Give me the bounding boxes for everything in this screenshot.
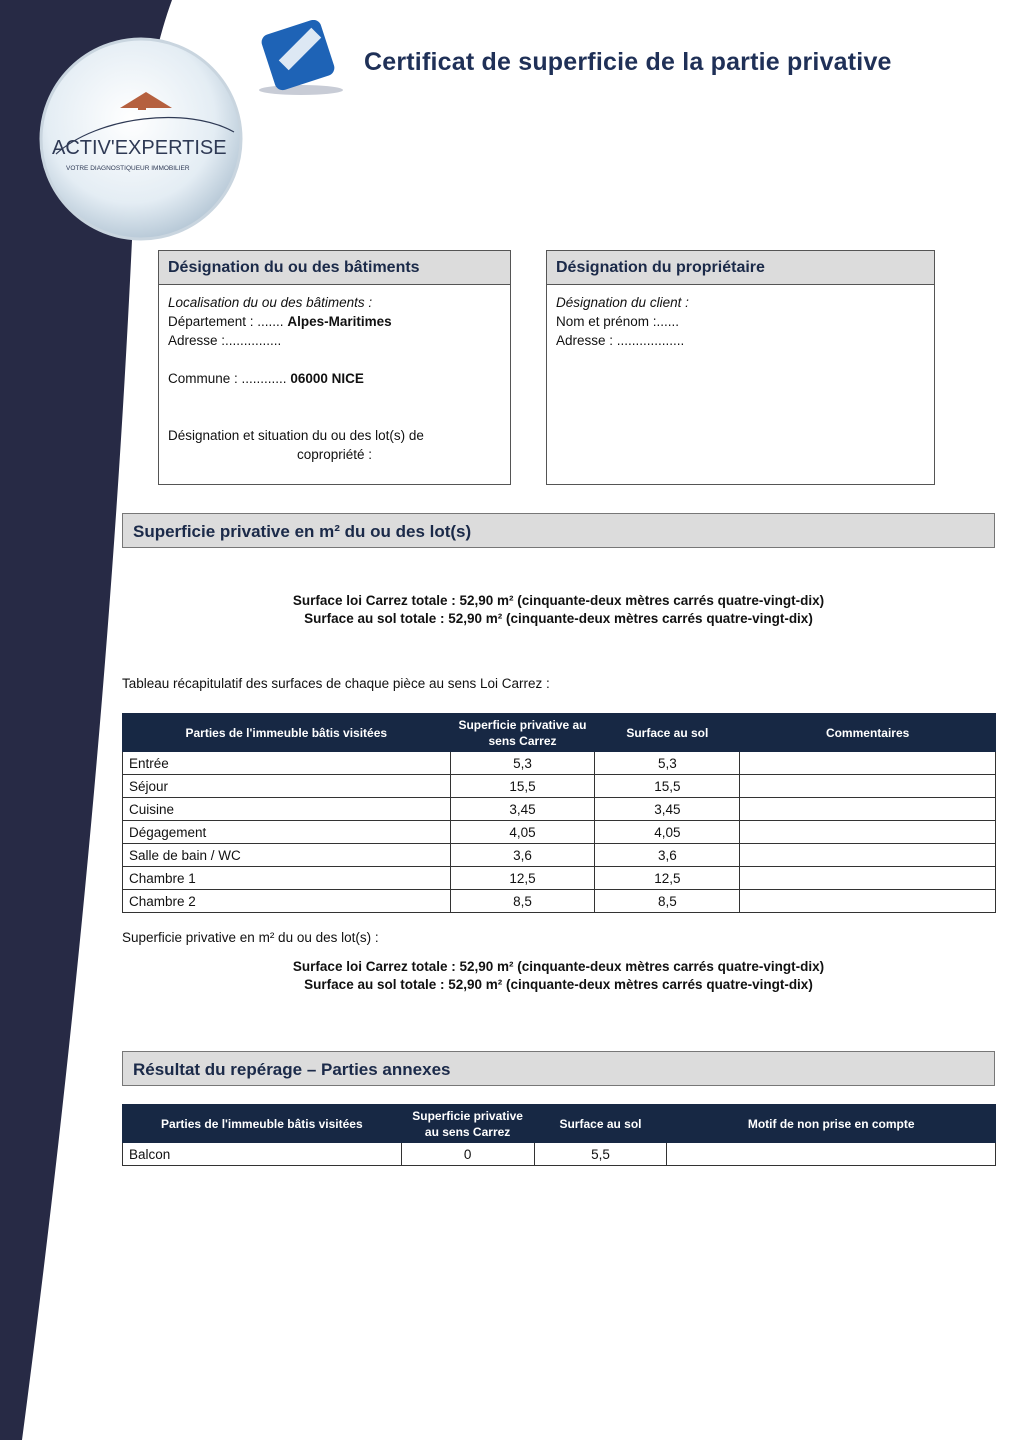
carrez-total-2: Surface loi Carrez totale : 52,90 m² (cinquante-deux mètres carrés quatre-vingt-dix) bbox=[292, 959, 825, 974]
table-row-cell: 4,05 bbox=[595, 821, 740, 844]
table-row-cell: 8,5 bbox=[450, 890, 595, 913]
table-row-cell: Chambre 1 bbox=[123, 867, 451, 890]
annex-col-header-parties: Parties de l'immeuble bâtis visitées bbox=[123, 1105, 402, 1143]
table-row-cell: 8,5 bbox=[595, 890, 740, 913]
owner-box bbox=[546, 250, 935, 485]
logo-brand-text: ACTIV'EXPERTISE bbox=[52, 137, 227, 159]
departement-line bbox=[168, 312, 501, 331]
table-row bbox=[123, 821, 996, 844]
table-row bbox=[123, 775, 996, 798]
buildings-heading: Désignation du ou des bâtiments bbox=[159, 251, 510, 285]
col-header-parties: Parties de l'immeuble bâtis visitées bbox=[123, 714, 451, 752]
commune-value: 06000 NICE bbox=[290, 371, 364, 386]
ruler-document-icon bbox=[255, 20, 351, 98]
table-row-cell: 15,5 bbox=[595, 775, 740, 798]
table-row-cell: 4,05 bbox=[450, 821, 595, 844]
table-row-cell: 3,45 bbox=[595, 798, 740, 821]
departement-value: Alpes-Maritimes bbox=[287, 314, 392, 329]
annex-table-row-cell: Balcon bbox=[123, 1143, 402, 1166]
annex-table-row-cell: 0 bbox=[401, 1143, 534, 1166]
owner-heading: Désignation du propriétaire bbox=[547, 251, 934, 285]
table-row-cell: Salle de bain / WC bbox=[123, 844, 451, 867]
col-header-sol: Surface au sol bbox=[595, 714, 740, 752]
page-title: Certificat de superficie de la partie privative bbox=[364, 48, 892, 76]
lots-label-2: copropriété : bbox=[296, 447, 373, 462]
table-intro: Tableau récapitulatif des surfaces de chaque pièce au sens Loi Carrez : bbox=[122, 676, 550, 691]
sol-total-2: Surface au sol totale : 52,90 m² (cinquante-deux mètres carrés quatre-vingt-dix) bbox=[304, 977, 813, 992]
client-label: Désignation du client : bbox=[556, 295, 689, 310]
table-row-cell: Entrée bbox=[123, 752, 451, 775]
logo-tagline-text: VOTRE DIAGNOSTIQUEUR IMMOBILIER bbox=[66, 165, 190, 172]
superficie-section-heading: Superficie privative en m² du ou des lot(s) bbox=[122, 513, 995, 548]
annex-table-row-cell: 5,5 bbox=[534, 1143, 667, 1166]
adresse-line: Adresse :............... bbox=[168, 333, 282, 348]
table-row-cell: 15,5 bbox=[450, 775, 595, 798]
commune-label: Commune : ............ bbox=[168, 371, 287, 386]
table-row-cell: 3,6 bbox=[450, 844, 595, 867]
table-row-cell: 12,5 bbox=[595, 867, 740, 890]
table-row-cell: Cuisine bbox=[123, 798, 451, 821]
table-row bbox=[123, 798, 996, 821]
annexes-section-heading: Résultat du repérage – Parties annexes bbox=[122, 1051, 995, 1086]
table-row-cell: 5,3 bbox=[450, 752, 595, 775]
annex-table-row-cell bbox=[667, 1143, 996, 1166]
col-header-commentaires: Commentaires bbox=[740, 714, 996, 752]
table-row-cell: 5,3 bbox=[595, 752, 740, 775]
sol-total: Surface au sol totale : 52,90 m² (cinquante-deux mètres carrés quatre-vingt-dix) bbox=[304, 611, 813, 626]
table-row-cell bbox=[740, 890, 996, 913]
table-row bbox=[123, 890, 996, 913]
carrez-total: Surface loi Carrez totale : 52,90 m² (cinquante-deux mètres carrés quatre-vingt-dix) bbox=[292, 593, 825, 608]
lots-label-1: Désignation et situation du ou des lot(s) de bbox=[168, 428, 424, 443]
annex-col-header-carrez: Superficie privative au sens Carrez bbox=[401, 1105, 534, 1143]
name-line: Nom et prénom :...... bbox=[556, 314, 680, 329]
summary-label: Superficie privative en m² du ou des lot(s) : bbox=[122, 930, 379, 945]
table-row bbox=[123, 844, 996, 867]
rooms-table bbox=[122, 713, 996, 913]
table-row-cell: Dégagement bbox=[123, 821, 451, 844]
col-header-carrez: Superficie privative au sens Carrez bbox=[450, 714, 595, 752]
table-row-cell bbox=[740, 775, 996, 798]
table-row-cell: 3,45 bbox=[450, 798, 595, 821]
table-row-cell bbox=[740, 867, 996, 890]
table-row bbox=[123, 867, 996, 890]
annex-table-row bbox=[123, 1143, 996, 1166]
annexes-table bbox=[122, 1104, 996, 1166]
owner-adresse-line: Adresse : .................. bbox=[556, 333, 685, 348]
table-row-cell: 3,6 bbox=[595, 844, 740, 867]
table-row bbox=[123, 752, 996, 775]
table-row-cell: Séjour bbox=[123, 775, 451, 798]
table-row-cell bbox=[740, 844, 996, 867]
table-row-cell bbox=[740, 752, 996, 775]
table-row-cell: Chambre 2 bbox=[123, 890, 451, 913]
table-row-cell bbox=[740, 798, 996, 821]
departement-label: Département : ....... bbox=[168, 314, 284, 329]
table-row-cell: 12,5 bbox=[450, 867, 595, 890]
annex-col-header-sol: Surface au sol bbox=[534, 1105, 667, 1143]
annex-col-header-motif: Motif de non prise en compte bbox=[667, 1105, 996, 1143]
company-logo bbox=[38, 36, 244, 242]
localisation-label: Localisation du ou des bâtiments : bbox=[168, 295, 373, 310]
table-row-cell bbox=[740, 821, 996, 844]
commune-line bbox=[168, 369, 501, 388]
buildings-box bbox=[158, 250, 511, 485]
